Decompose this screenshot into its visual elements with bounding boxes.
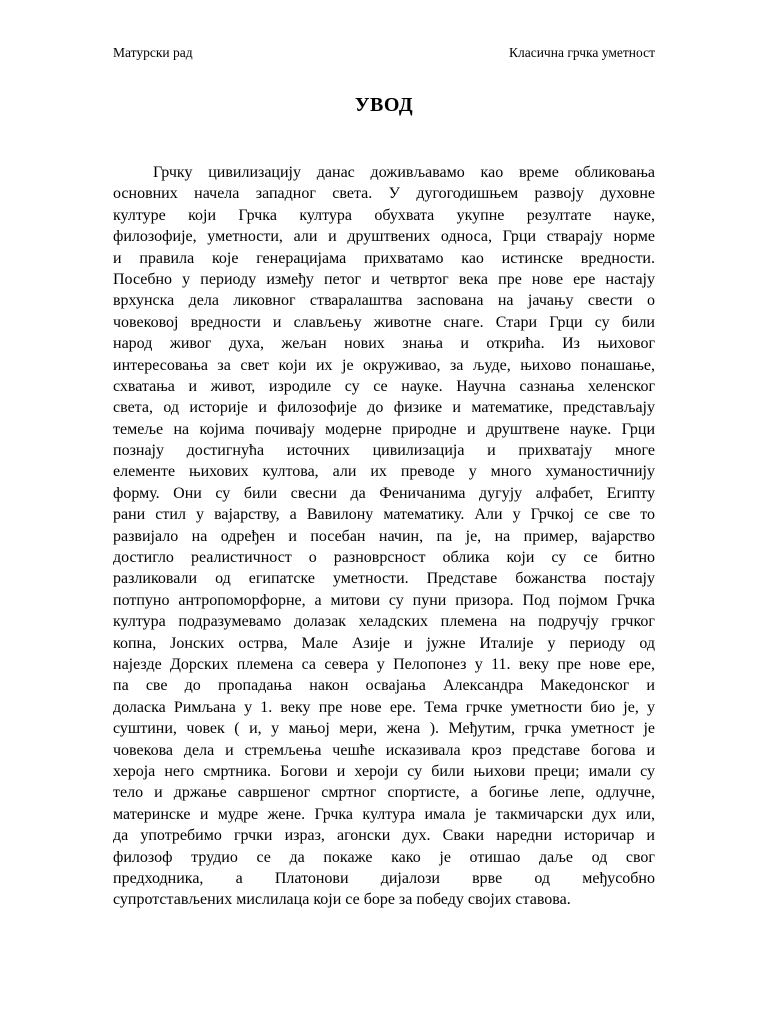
paragraph-line: схватања и живот, изродиле су се науке. Научна сазнања хеленског	[113, 377, 655, 395]
paragraph-line: темеље на којима почивају модерне природне и друштвене науке. Грци	[113, 420, 655, 438]
page-title: УВОД	[354, 94, 414, 116]
paragraph-line: елементе њихових култова, али их преводе у много хуманостичнију	[113, 463, 655, 481]
paragraph-line: тело и држање савршеног смртног спортисте, а богиње лепе, одлучне,	[113, 784, 655, 802]
paragraph-line: форму. Они су били свесни да Феничанима дугују алфабет, Египту	[113, 484, 655, 502]
paragraph-line: достигло реалистичност о разноврсност облика који су се битно	[113, 549, 655, 567]
paragraph-line: интересовања за свет који их је окруживао, за људе, њихово понашање,	[113, 356, 655, 374]
paragraph-line: познају достигнућа источних цивилизација и прихватају многе	[113, 442, 655, 460]
header-right-text: Класична грчка уметност	[508, 45, 655, 60]
paragraph-line: супротстављених мислилаца који се боре за победу својих ставова.	[113, 891, 571, 909]
paragraph-line: разликовали од египатске уметности. Представе божанства постају	[113, 570, 655, 588]
paragraph-line: народ живог духа, жељан нових знања и открића. Из њиховог	[113, 335, 655, 353]
paragraph-line: доласка Римљана у 1. веку пре нове ере. Тема грчке уметности био је, у	[113, 698, 655, 716]
paragraph-line: рани стил у вајарству, а Вавилону математику. Али у Грчкој се све то	[113, 506, 655, 524]
paragraph-line: културе који Грчка култура обухвата укупне резултате науке,	[113, 206, 655, 224]
paragraph-line: култура подразумевамо долазак хеладских племена на подручју грчког	[113, 613, 655, 631]
paragraph-line: врхунска дела ликовног стваралаштва засnована на јачању свести о	[113, 292, 655, 310]
paragraph-line: и правила које генерацијама прихватамо као истинске вредности.	[113, 249, 655, 267]
paragraph-line: материнске и мудре жене. Грчка култура имала је такмичарски дух или,	[113, 805, 655, 823]
paragraph-line: филозофије, уметности, али и друштвених односа, Грци стварају норме	[113, 228, 655, 246]
paragraph-line: копна, Јонских острва, Мале Азије и јужне Италије у периоду од	[113, 634, 655, 652]
paragraph-line: суштини, човек ( и, у мањој мери, жена ). Међутим, грчка уметност је	[113, 720, 655, 738]
paragraph-line: Грчку цивилизацију данас доживљавамо као време обликовања	[153, 164, 655, 181]
paragraph-line: Посебно у периоду између петог и четвртог века пре нове ере настају	[113, 270, 655, 288]
paragraph-line: па све до пропадања након освајања Александра Македонског и	[113, 677, 655, 695]
paragraph-line: филозоф трудио се да покаже како је отишао даље од свог	[113, 848, 655, 866]
paragraph-line: да употребимо грчки израз, агонски дух. Сваки наредни историчар и	[113, 827, 655, 845]
paragraph-line: хероја него смртника. Богови и хероји су били њихови преци; имали су	[113, 762, 655, 780]
paragraph-line: основних начела западног света. У дугогодишњем развоју духовне	[113, 185, 655, 203]
paragraph-line: развијало на одређен и посебан начин, па је, на пример, вајарство	[113, 527, 655, 545]
body-paragraph	[113, 162, 655, 911]
paragraph-line: света, од историје и филозофије до физике и математике, представљају	[113, 399, 655, 417]
paragraph-line: потпуно антропоморфорне, а митови су пуни призора. Под појмом Грчка	[113, 591, 655, 609]
paragraph-line: најезде Дорских племена са севера у Пелопонез у 11. веку пре нове ере,	[113, 655, 655, 673]
header-left-text: Матурски рад	[113, 45, 193, 60]
paragraph-line: човековој вредности и слављењу животне снаге. Стари Грци су били	[113, 313, 655, 331]
paragraph-line: предходника, а Платонови дијалози врве од међусобно	[113, 869, 655, 887]
paragraph-line: човекова дела и стремљења чешће исказивала кроз представе богова и	[113, 741, 655, 759]
